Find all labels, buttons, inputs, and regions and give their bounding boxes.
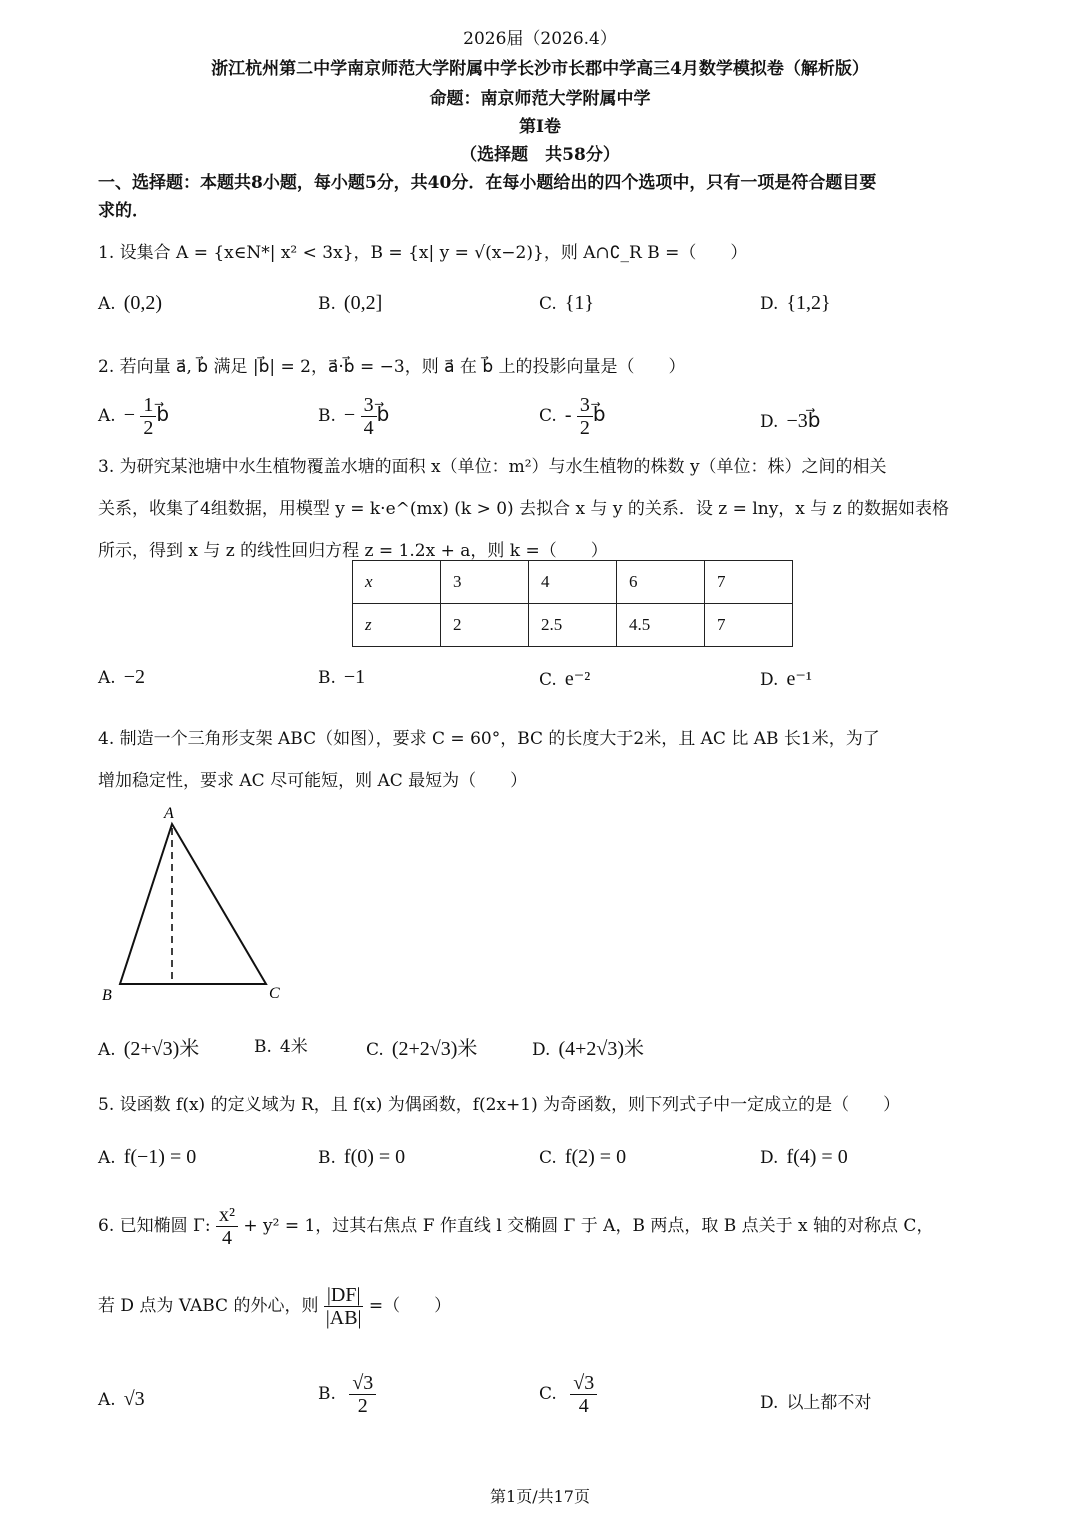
q1-option-c: C. {1} (539, 292, 595, 314)
table-cell: 2.5 (529, 604, 617, 647)
q3-data-table (352, 560, 793, 647)
instructions-line1: 一、选择题：本题共8小题，每小题5分，共40分．在每小题给出的四个选项中，只有一项是符合题目要 (98, 173, 877, 193)
table-row (353, 604, 793, 647)
q2-option-d: D. −3b⃗ (760, 410, 821, 432)
table-cell: 4 (529, 561, 617, 604)
table-cell: 6 (617, 561, 705, 604)
question-3-stem-line3: 所示，得到 x 与 z 的线性回归方程 z = 1.2x + a，则 k =（ ） (98, 541, 608, 561)
q3-option-b: B. −1 (318, 666, 366, 688)
question-4-stem-line1: 4. 制造一个三角形支架 ABC（如图），要求 C = 60°，BC 的长度大于2米，且 AC 比 AB 长1米，为了 (98, 729, 880, 749)
table-cell: 3 (441, 561, 529, 604)
q6-option-b: B. $\frac{√3}{2}$ (318, 1372, 376, 1417)
year-line: 2026届（2026.4） (463, 29, 617, 49)
q4-option-c: C. (2+2√3)米 (366, 1038, 478, 1060)
question-6-stem-line1: 6. 已知椭圆 Γ: $\frac{\text{x²}}{4}$ + y² = 1，过其右焦点 F 作直线 l 交椭圆 Γ 于 A，B 两点，取 B 点关于 x 轴的对称点 C， (98, 1204, 934, 1249)
triangle-figure (96, 798, 296, 1008)
table-cell: z (353, 604, 441, 647)
question-3-stem-line1: 3. 为研究某池塘中水生植物覆盖水塘的面积 x（单位：m²）与水生植物的株数 y（单位：株）之间的相关 (98, 457, 887, 477)
question-1-stem: 1. 设集合 A = {x∈N*| x² < 3x}，B = {x| y = √(x−2)}，则 A∩∁_R B =（ ） (98, 243, 748, 263)
q1-option-d: D. {1,2} (760, 292, 831, 314)
q5-option-d: D. f(4) = 0 (760, 1146, 848, 1168)
author-line: 命题：南京师范大学附属中学 (429, 89, 651, 109)
question-6-stem-line2: 若 D 点为 VABC 的外心，则 $\frac{|DF|}{|AB|}$ =（ ） (98, 1284, 452, 1329)
q4-option-d: D. (4+2√3)米 (532, 1038, 645, 1060)
vertex-c-label: C (269, 985, 280, 1002)
q2-option-a: A. − $\frac{1}{2}$ b⃗ (98, 394, 170, 439)
q5-option-a: A. f(−1) = 0 (98, 1146, 197, 1168)
q6-option-a: A. √3 (98, 1388, 145, 1410)
vertex-a-label: A (164, 805, 174, 822)
q5-option-b: B. f(0) = 0 (318, 1146, 406, 1168)
table-cell: 7 (705, 561, 793, 604)
vertex-b-label: B (102, 987, 112, 1004)
q5-option-c: C. f(2) = 0 (539, 1146, 627, 1168)
table-cell: 4.5 (617, 604, 705, 647)
q6-option-d: D. 以上都不对 (760, 1393, 872, 1413)
table-row (353, 561, 793, 604)
question-2-stem: 2. 若向量 a⃗, b⃗ 满足 |b⃗| = 2，a⃗·b⃗ = −3，则 a⃗ 在 b⃗ 上的投影向量是（ ） (98, 357, 686, 377)
table-cell: 2 (441, 604, 529, 647)
instructions-line2: 求的． (98, 201, 149, 221)
question-5-stem: 5. 设函数 f(x) 的定义域为 R，且 f(x) 为偶函数，f(2x+1) 为奇函数，则下列式子中一定成立的是（ ） (98, 1095, 901, 1115)
question-3-stem-line2: 关系，收集了4组数据，用模型 y = k·e^(mx) (k > 0) 去拟合 x 与 y 的关系．设 z = lny，x 与 z 的数据如表格 (98, 499, 950, 519)
q2-option-b: B. − $\frac{3}{4}$ b⃗ (318, 394, 390, 439)
question-4-stem-line2: 增加稳定性，要求 AC 尽可能短，则 AC 最短为（ ） (98, 771, 528, 791)
q3-option-d: D. e⁻¹ (760, 668, 812, 690)
q1-option-a: A. (0,2) (98, 292, 163, 314)
exam-title: 浙江杭州第二中学南京师范大学附属中学长沙市长郡中学高三4月数学模拟卷（解析版） (211, 59, 869, 79)
table-cell: 7 (705, 604, 793, 647)
q4-option-b: B. 4米 (254, 1037, 308, 1057)
q6-option-c: C. $\frac{√3}{4}$ (539, 1372, 597, 1417)
triangle-abc (120, 824, 266, 984)
q1-option-b: B. (0,2] (318, 292, 383, 314)
q4-option-a: A. (2+√3)米 (98, 1038, 200, 1060)
section-subtitle: （选择题 共58分） (460, 145, 620, 165)
q2-option-c: C. - $\frac{3}{2}$ b⃗ (539, 394, 606, 439)
table-cell: x (353, 561, 441, 604)
volume-label: 第Ⅰ卷 (519, 117, 561, 137)
q3-option-a: A. −2 (98, 666, 145, 688)
page-number: 第1页/共17页 (490, 1487, 590, 1506)
q3-option-c: C. e⁻² (539, 668, 591, 690)
